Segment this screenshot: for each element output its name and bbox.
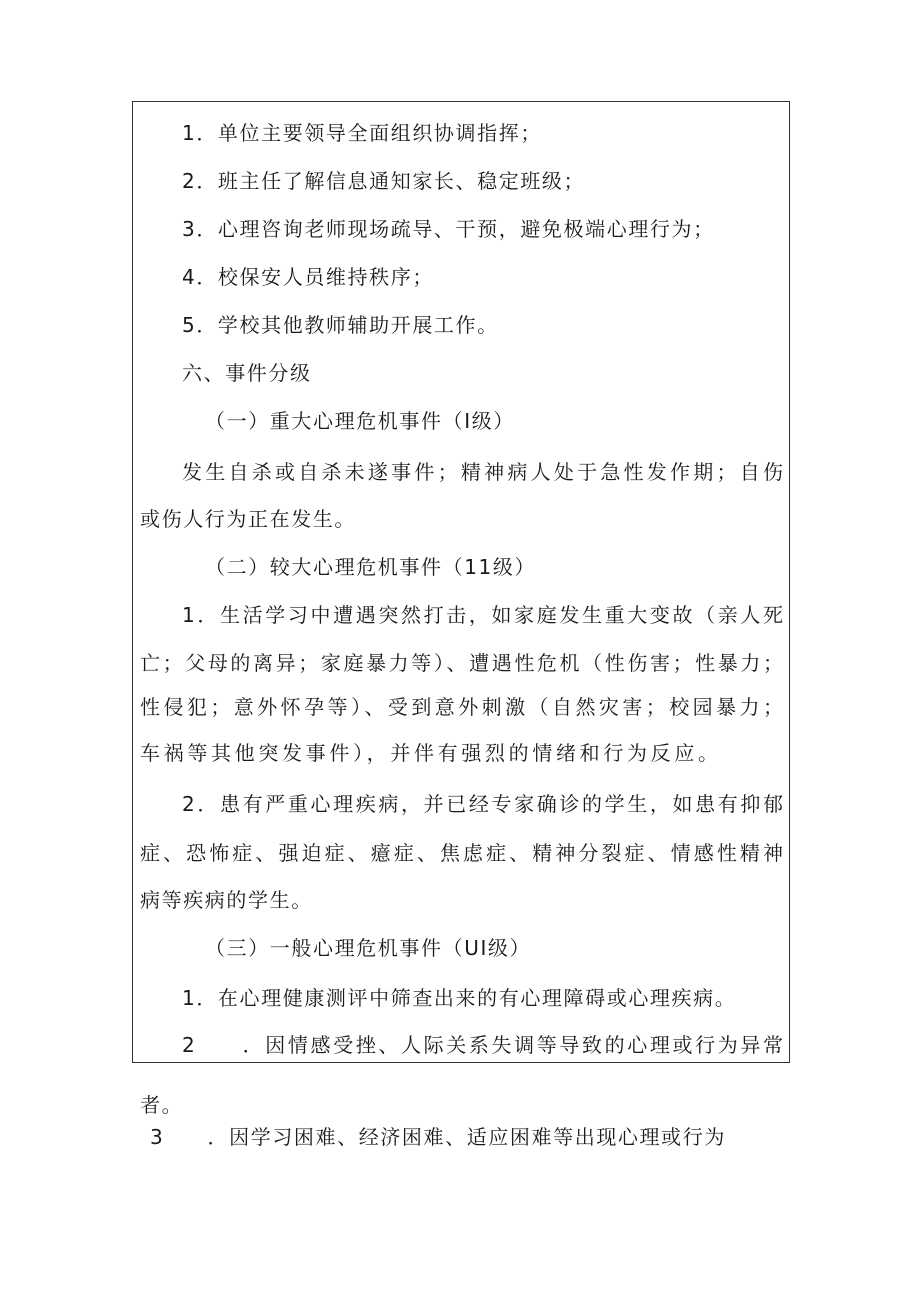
text-line: 或伤人行为正在发生。 bbox=[140, 507, 356, 531]
text-line: 1．单位主要领导全面组织协调指挥； bbox=[182, 121, 542, 145]
text-line: 病等疾病的学生。 bbox=[140, 888, 313, 912]
section-heading: 六、事件分级 bbox=[182, 361, 312, 385]
subsection-heading: （二）较大心理危机事件（11级） bbox=[205, 555, 537, 579]
text-line: 车祸等其他突发事件），并伴有强烈的情绪和行为反应。 bbox=[140, 741, 718, 765]
subsection-heading: （一）重大心理危机事件（I级） bbox=[205, 409, 515, 433]
text-line: 3 ．因学习困难、经济困难、适应困难等出现心理或行为 bbox=[150, 1125, 726, 1149]
text-line: 2．患有严重心理疾病，并已经专家确诊的学生，如患有抑郁 bbox=[182, 792, 783, 816]
text-line: 性侵犯；意外怀孕等）、受到意外刺激（自然灾害；校园暴力； bbox=[140, 695, 783, 719]
text-line: 3．心理咨询老师现场疏导、干预，避免极端心理行为； bbox=[182, 217, 715, 241]
text-line: 2．班主任了解信息通知家长、稳定班级； bbox=[182, 169, 586, 193]
text-line: 发生自杀或自杀未遂事件；精神病人处于急性发作期；自伤 bbox=[182, 460, 783, 484]
document-table-border bbox=[132, 101, 790, 1063]
text-line: 症、恐怖症、强迫症、癔症、焦虑症、精神分裂症、情感性精神 bbox=[140, 841, 783, 865]
text-line: 4．校保安人员维持秩序； bbox=[182, 265, 434, 289]
text-line: 亡；父母的离异；家庭暴力等）、遭遇性危机（性伤害；性暴力； bbox=[140, 651, 783, 675]
subsection-heading: （三）一般心理危机事件（UI级） bbox=[205, 936, 532, 960]
text-line: 者。 bbox=[140, 1093, 184, 1117]
text-line: 2 ．因情感受挫、人际关系失调等导致的心理或行为异常 bbox=[182, 1033, 783, 1057]
text-line: 1．生活学习中遭遇突然打击，如家庭发生重大变故（亲人死 bbox=[182, 603, 783, 627]
text-line: 1．在心理健康测评中筛查出来的有心理障碍或心理疾病。 bbox=[182, 986, 737, 1010]
text-line: 5．学校其他教师辅助开展工作。 bbox=[182, 313, 499, 337]
